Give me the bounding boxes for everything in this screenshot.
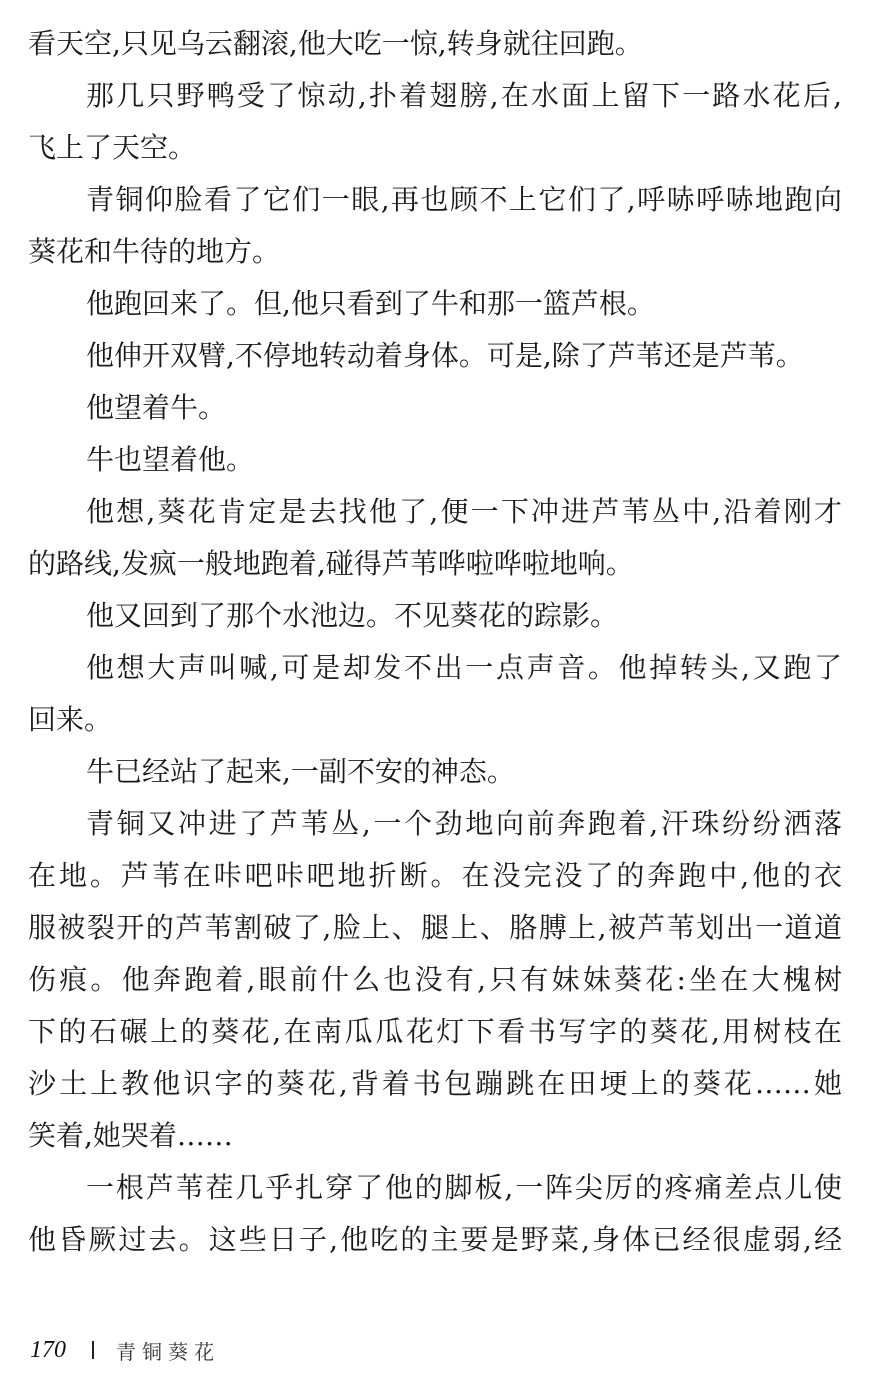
paragraph [28, 18, 842, 70]
text-line: 他昏厥过去。这些日子,他吃的主要是野菜,身体已经很虚弱,经 [28, 1223, 842, 1256]
text-line: 青铜又冲进了芦苇丛,一个劲地向前奔跑着,汗珠纷纷洒落 [86, 807, 842, 840]
paragraph [28, 174, 842, 278]
text-line: 的路线,发疯一般地跑着,碰得芦苇哗啦哗啦地响。 [28, 547, 634, 580]
text-line: 那几只野鸭受了惊动,扑着翅膀,在水面上留下一路水花后, [86, 79, 842, 112]
text-line: 笑着,她哭着…… [28, 1119, 233, 1152]
paragraph [28, 434, 842, 486]
body-text [28, 18, 842, 1266]
paragraph [28, 590, 842, 642]
text-line: 在地。芦苇在咔吧咔吧地折断。在没完没了的奔跑中,他的衣 [28, 859, 842, 892]
text-line: 下的石碾上的葵花,在南瓜瓜花灯下看书写字的葵花,用树枝在 [28, 1015, 842, 1048]
paragraph [28, 1162, 842, 1266]
page-footer [30, 1330, 220, 1370]
text-line: 飞上了天空。 [28, 131, 197, 164]
paragraph [28, 642, 842, 746]
paragraph [28, 330, 842, 382]
text-line: 葵花和牛待的地方。 [28, 235, 281, 268]
footer-divider [92, 1341, 94, 1359]
paragraph [28, 486, 842, 590]
text-line: 服被裂开的芦苇割破了,脸上、腿上、胳膊上,被芦苇划出一道道 [28, 911, 842, 944]
text-line: 看天空,只见乌云翻滚,他大吃一惊,转身就往回跑。 [28, 27, 643, 60]
text-line: 他望着牛。 [86, 391, 227, 424]
paragraph [28, 382, 842, 434]
text-line: 他又回到了那个水池边。不见葵花的踪影。 [86, 599, 619, 632]
paragraph [28, 746, 842, 798]
text-line: 回来。 [28, 703, 113, 736]
text-line: 伤痕。他奔跑着,眼前什么也没有,只有妹妹葵花:坐在大槐树 [28, 963, 842, 996]
text-line: 他想大声叫喊,可是却发不出一点声音。他掉转头,又跑了 [86, 651, 842, 684]
text-line: 他伸开双臂,不停地转动着身体。可是,除了芦苇还是芦苇。 [86, 339, 804, 372]
text-line: 青铜仰脸看了它们一眼,再也顾不上它们了,呼哧呼哧地跑向 [86, 183, 842, 216]
paragraph [28, 70, 842, 174]
text-line: 一根芦苇茬几乎扎穿了他的脚板,一阵尖厉的疼痛差点儿使 [86, 1171, 842, 1204]
book-title: 青铜葵花 [116, 1339, 220, 1364]
text-line: 牛也望着他。 [86, 443, 255, 476]
text-line: 沙土上教他识字的葵花,背着书包蹦跳在田埂上的葵花……她 [28, 1067, 842, 1100]
paragraph [28, 798, 842, 1162]
paragraph [28, 278, 842, 330]
text-line: 牛已经站了起来,一副不安的神态。 [86, 755, 515, 788]
text-line: 他跑回来了。但,他只看到了牛和那一篮芦根。 [86, 287, 655, 320]
page-number: 170 [30, 1336, 66, 1363]
text-line: 他想,葵花肯定是去找他了,便一下冲进芦苇丛中,沿着刚才 [86, 495, 842, 528]
